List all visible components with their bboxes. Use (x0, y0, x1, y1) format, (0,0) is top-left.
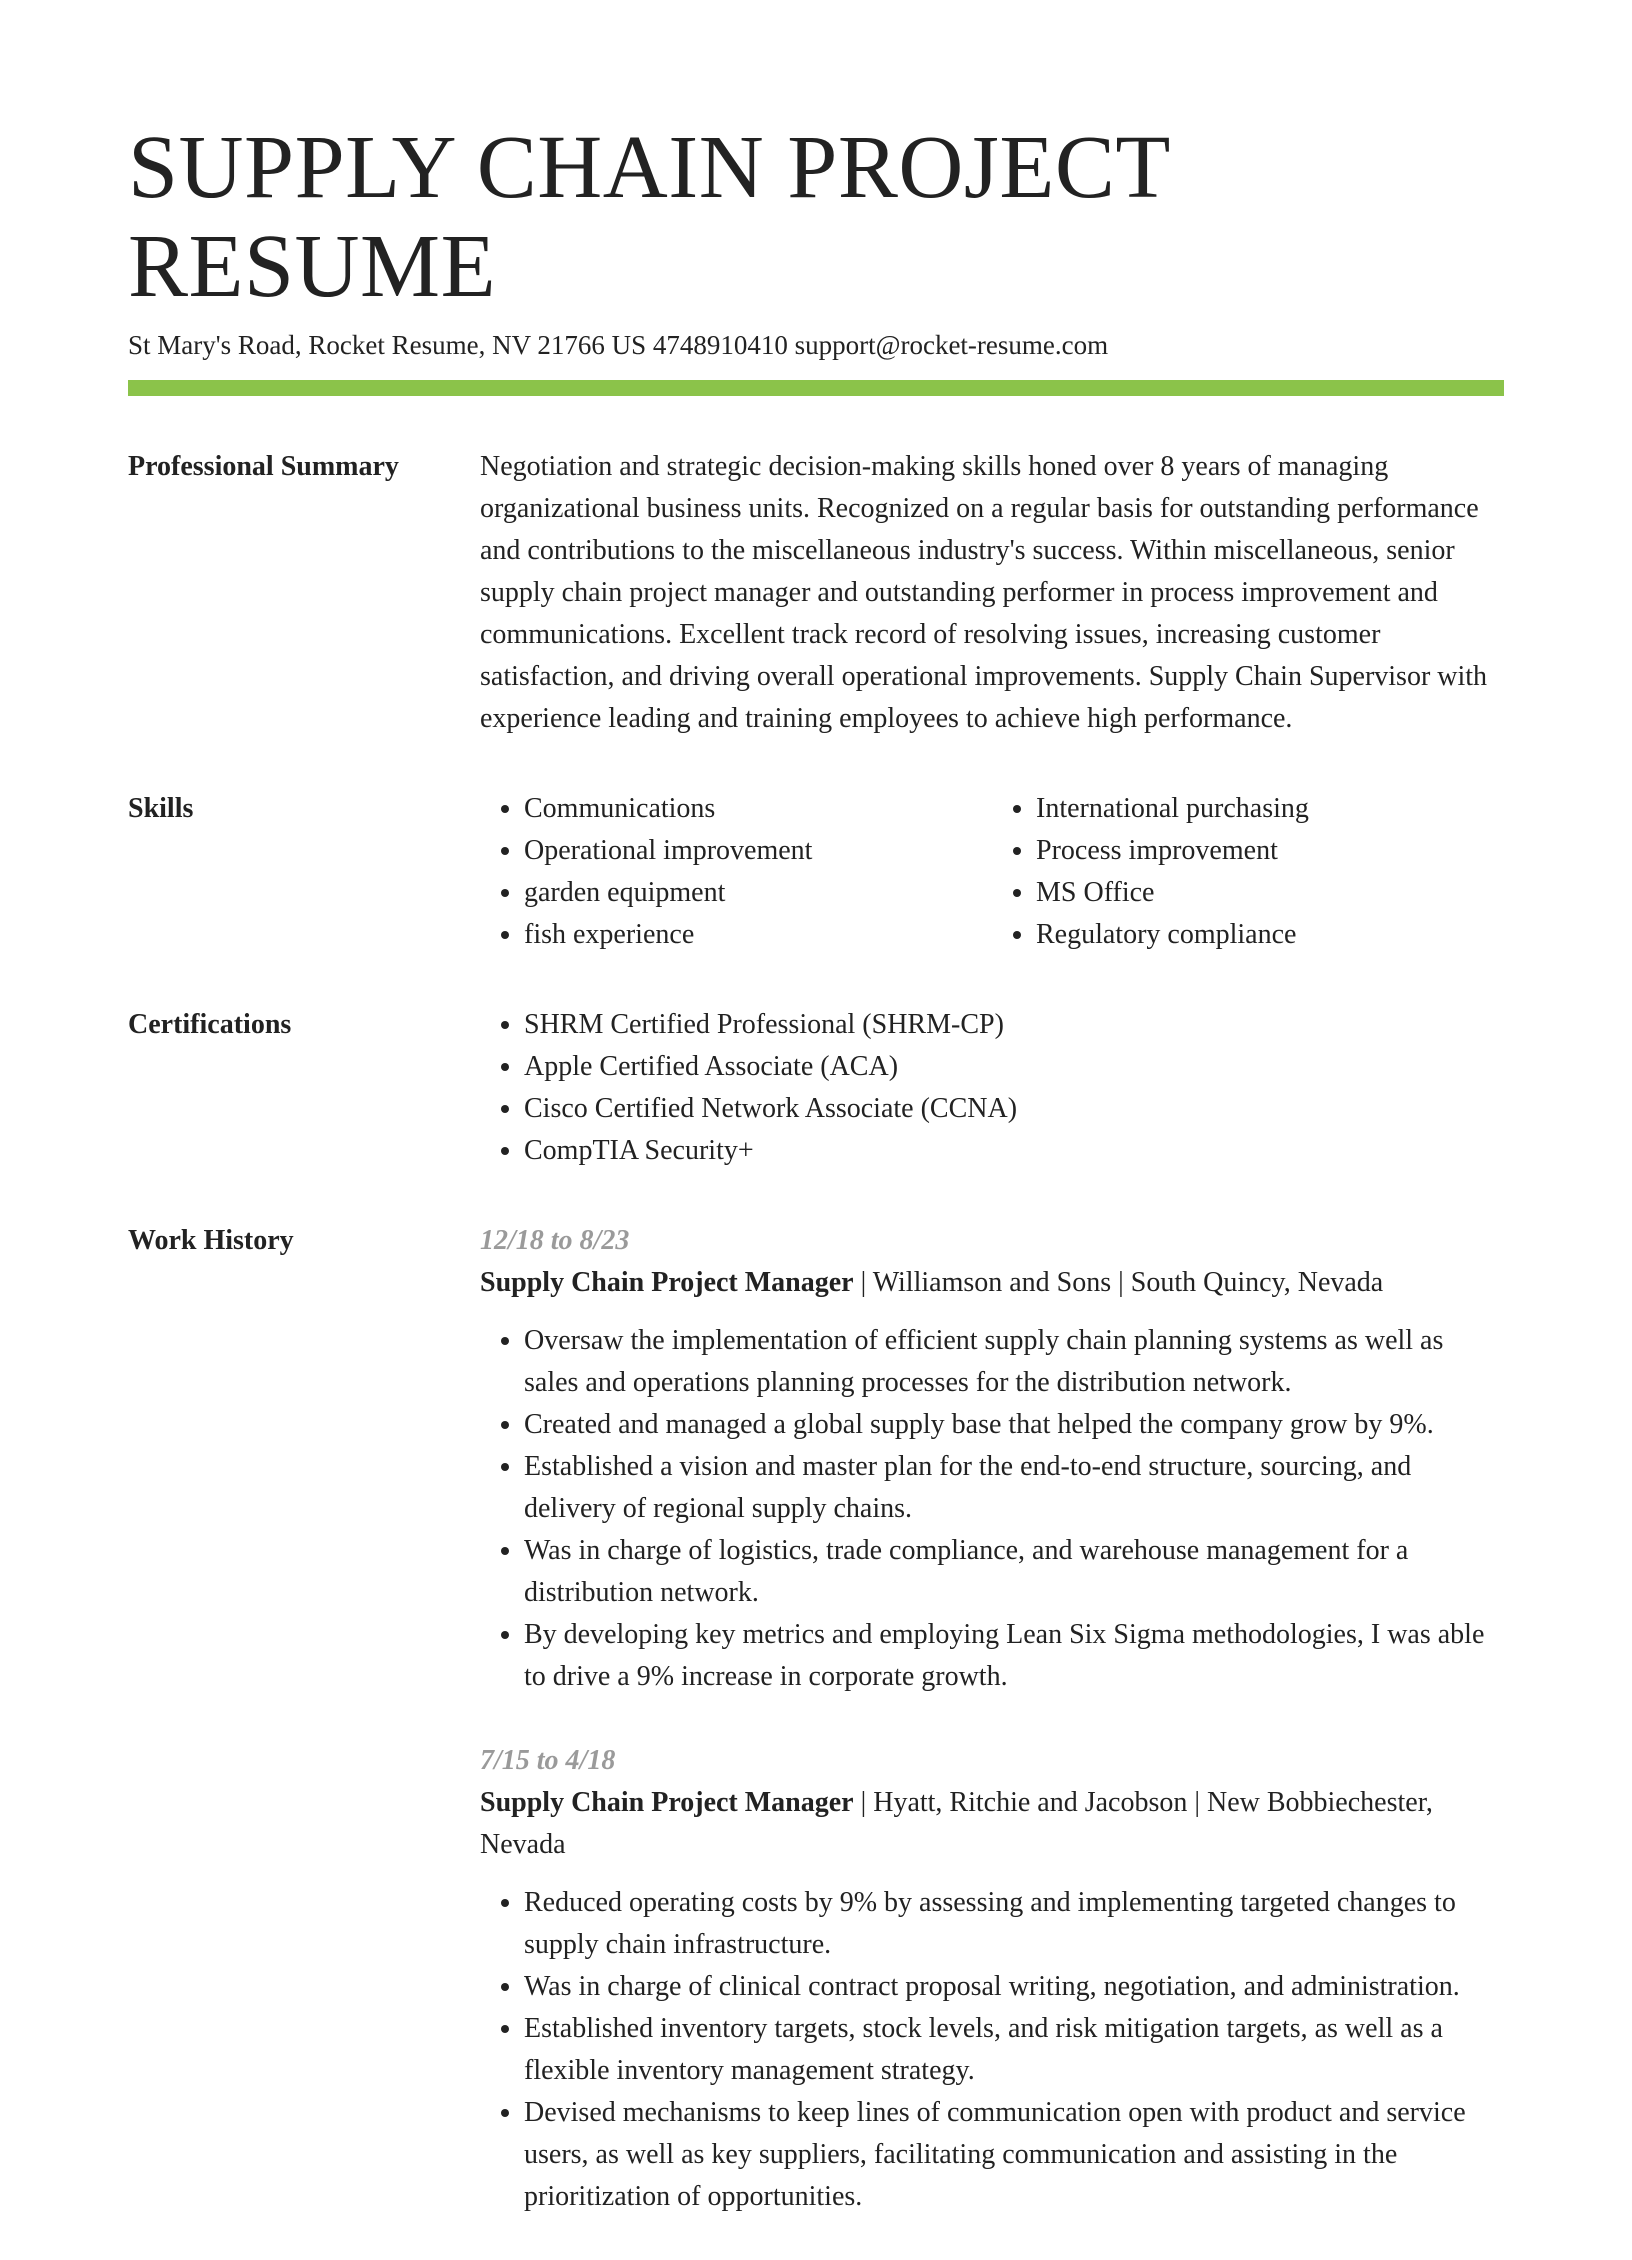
summary-text: Negotiation and strategic decision-making skills honed over 8 years of managing organizational business units. Recognized on a regular basis for outstanding performance and contributions to the miscellaneous industry's success. Within miscellaneous, senior supply chain project manager and outstanding performer in process improvement and communications. Excellent track record of resolving issues, increasing customer satisfaction, and driving overall operational improvements. Supply Chain Supervisor with experience leading and training employees to achieve high performance. (480, 451, 1488, 735)
job-heading (480, 1262, 1504, 1304)
job-title: Supply Chain Project Manager (480, 1267, 854, 1299)
separator (854, 1787, 874, 1818)
summary-body (480, 446, 1504, 740)
job-location: South Quincy, Nevada (1130, 1267, 1384, 1299)
job-title: Supply Chain Project Manager (480, 1787, 854, 1819)
job-bullet: • Reduced operating costs by 9% by assessing and implementing targeted changes to supply chain infrastructure. (524, 1882, 1504, 1966)
job-bullets (480, 1320, 1504, 1698)
job-dates: 12/18 to 8/23 (480, 1225, 630, 1257)
resume-title: SUPPLY CHAIN PROJECT RESUME (128, 118, 1170, 316)
separator (854, 1267, 873, 1298)
job-dates: 7/15 to 4/18 (480, 1745, 616, 1777)
skills-list-left (480, 788, 992, 956)
job-bullet: • By developing key metrics and employing Lean Six Sigma methodologies, I was able to drive a 9% increase in corporate growth. (524, 1614, 1504, 1698)
contact-email: support@rocket-resume.com (794, 330, 1109, 360)
header-divider (128, 380, 1504, 396)
section-label-skills: Skills (128, 793, 194, 825)
certifications-list (480, 1004, 1504, 1172)
skill-item: • Process improvement (1036, 830, 1504, 872)
job-heading (480, 1782, 1504, 1866)
certification-item: • SHRM Certified Professional (SHRM-CP) (524, 1004, 1504, 1046)
separator (1187, 1787, 1207, 1818)
work-history-section (128, 1220, 1504, 2260)
certification-item: • Apple Certified Associate (ACA) (524, 1046, 1504, 1088)
job-bullet: • Oversaw the implementation of efficient supply chain planning systems as well as sales and operations planning processes for the distribution network. (524, 1320, 1504, 1404)
certifications-section (128, 1004, 1504, 1172)
skills-list-right (992, 788, 1504, 956)
contact-line (128, 328, 1504, 363)
job-company: Hyatt, Ritchie and Jacobson (873, 1787, 1188, 1819)
job-bullet: • Established inventory targets, stock levels, and risk mitigation targets, as well as a flexible inventory management strategy. (524, 2008, 1504, 2092)
section-label-certifications: Certifications (128, 1009, 292, 1041)
section-label-summary: Professional Summary (128, 451, 399, 483)
skills-body (480, 788, 1504, 956)
skill-item: • garden equipment (524, 872, 992, 914)
work-history-body (480, 1220, 1504, 2260)
summary-section (128, 446, 1504, 740)
skill-item: • MS Office (1036, 872, 1504, 914)
skill-item: • Regulatory compliance (1036, 914, 1504, 956)
certification-item: • Cisco Certified Network Associate (CCNA) (524, 1088, 1504, 1130)
separator (1111, 1267, 1131, 1298)
skill-item: • International purchasing (1036, 788, 1504, 830)
job-bullet: • Was in charge of logistics, trade compliance, and warehouse management for a distribution network. (524, 1530, 1504, 1614)
job-bullet: • Established a vision and master plan for the end-to-end structure, sourcing, and delivery of regional supply chains. (524, 1446, 1504, 1530)
job-entry (480, 1740, 1504, 2218)
skill-item: • Communications (524, 788, 992, 830)
contact-phone: 4748910410 (652, 330, 788, 360)
job-bullet: • Devised mechanisms to keep lines of communication open with product and service users, as well as key suppliers, facilitating communication and assisting in the prioritization of opportunities. (524, 2092, 1504, 2218)
skill-item: • Operational improvement (524, 830, 992, 872)
job-bullet: • Created and managed a global supply base that helped the company grow by 9%. (524, 1404, 1504, 1446)
job-company: Williamson and Sons (872, 1267, 1112, 1299)
certifications-body (480, 1004, 1504, 1172)
job-bullet: • Was in charge of clinical contract proposal writing, negotiation, and administration. (524, 1966, 1504, 2008)
skill-item: • fish experience (524, 914, 992, 956)
job-entry (480, 1220, 1504, 1698)
job-bullets (480, 1882, 1504, 2218)
job-location: New Bobbiechester, Nevada (480, 1787, 1433, 1861)
certification-item: • CompTIA Security+ (524, 1130, 1504, 1172)
section-label-work-history: Work History (128, 1225, 294, 1257)
skills-section (128, 788, 1504, 956)
contact-address: St Mary's Road, Rocket Resume, NV 21766 US (128, 330, 647, 360)
